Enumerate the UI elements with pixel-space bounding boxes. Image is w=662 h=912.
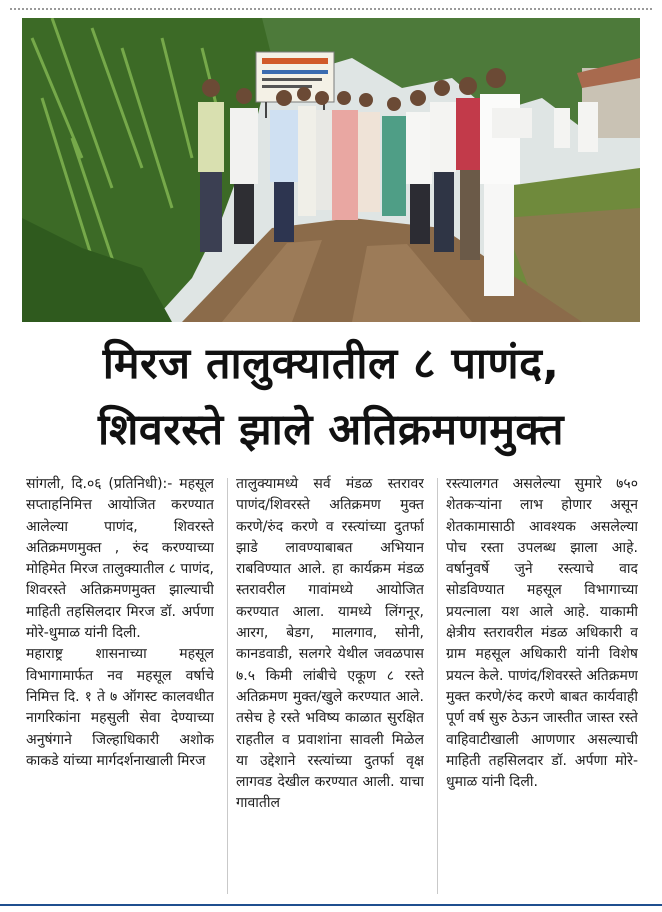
article-body [22,474,644,898]
article-column-2 [236,474,424,898]
article-column-3 [446,474,638,898]
article-column-1 [26,474,214,898]
column-2-paragraph-1: तालुक्यामध्ये सर्व मंडळ स्तरावर पाणंद/शिवरस्ते अतिक्रमण मुक्त करणे/रुंद करणे व रस्त्यांच्या दुतर्फा झाडे लावण्याबाबत अभियान राबविण्यात आले. हा कार्यक्रम मंडळ स्तरावरील गावांमध्ये आयोजित करण्यात आला. यामध्ये लिंगनूर, आरग, बेडग, मालगाव, सोनी, कानडवाडी, सलगरे येथील जवळपास ७.५ किमी लांबीचे एकूण ८ रस्ते अतिक्रमण मुक्त/खुले करण्यात आले. तसेच हे रस्ते भविष्य काळात सुरक्षित राहतील व प्रवाशांना सावली मिळेल या उद्देशाने रस्त्यांच्या दुतर्फा वृक्ष लागवड देखील करण्यात आली. याचा गावातील [236,476,424,812]
photo-illustration [22,18,640,322]
news-photo [22,18,640,322]
column-1-paragraph-1: सांगली, दि.०६ (प्रतिनिधी):- महसूल सप्ताहनिमित्त आयोजित करण्यात आलेल्या पाणंद, शिवरस्ते अतिक्रमणमुक्त , रुंद करण्याच्या मोहिमेत मिरज तालुक्यातील ८ पाणंद, शिवरस्ते अतिक्रमणमुक्त झाल्याची माहिती तहसिलदार मिरज डॉ. अर्पणा मोरे-धुमाळ यांनी दिली. [26,476,214,642]
column-1-paragraph-2: महाराष्ट्र शासनाच्या महसूल विभागामार्फत नव महसूल वर्षाचे निमित्त दि. १ ते ७ ऑगस्ट कालवधीत नागरिकांना महसुली सेवा देण्याच्या अनुषंगाने जिल्हाधिकारी अशोक काकडे यांच्या मार्गदर्शनाखाली मिरज [26,646,214,769]
headline-line-1: मिरज तालुक्यातील ८ पाणंद, [102,339,560,389]
column-divider [437,478,438,894]
headline-line-2: शिवरस्ते झाले अतिक्रमणमुक्त [98,405,564,455]
column-3-paragraph-1: रस्त्यालगत असलेल्या सुमारे ७५० शेतकऱ्यांना लाभ होणार असून शेतकामासाठी आवश्यक असलेल्या पोच रस्ता उपलब्ध झाला आहे. वर्षानुवर्षे जुने रस्त्याचे वाद सोडविण्यात महसूल विभागाच्या प्रयत्नाला यश आले आहे. याकामी क्षेत्रीय स्तरावरील मंडळ अधिकारी व ग्राम महसूल अधिकारी यांनी विशेष प्रयत्न केले. पाणंद/शिवरस्ते अतिक्रमण मुक्त करणे/रुंद करणे बाबत कार्यवाही पूर्ण वर्ष सुरु ठेऊन जास्तीत जास्त रस्ते वाहिवाटीखाली आणणार असल्याची माहिती तहसिलदार डॉ. अर्पणा मोरे-धुमाळ यांनी दिली. [446,476,638,791]
top-dotted-rule [10,8,652,10]
column-divider [227,478,228,894]
bottom-rule [0,900,662,912]
